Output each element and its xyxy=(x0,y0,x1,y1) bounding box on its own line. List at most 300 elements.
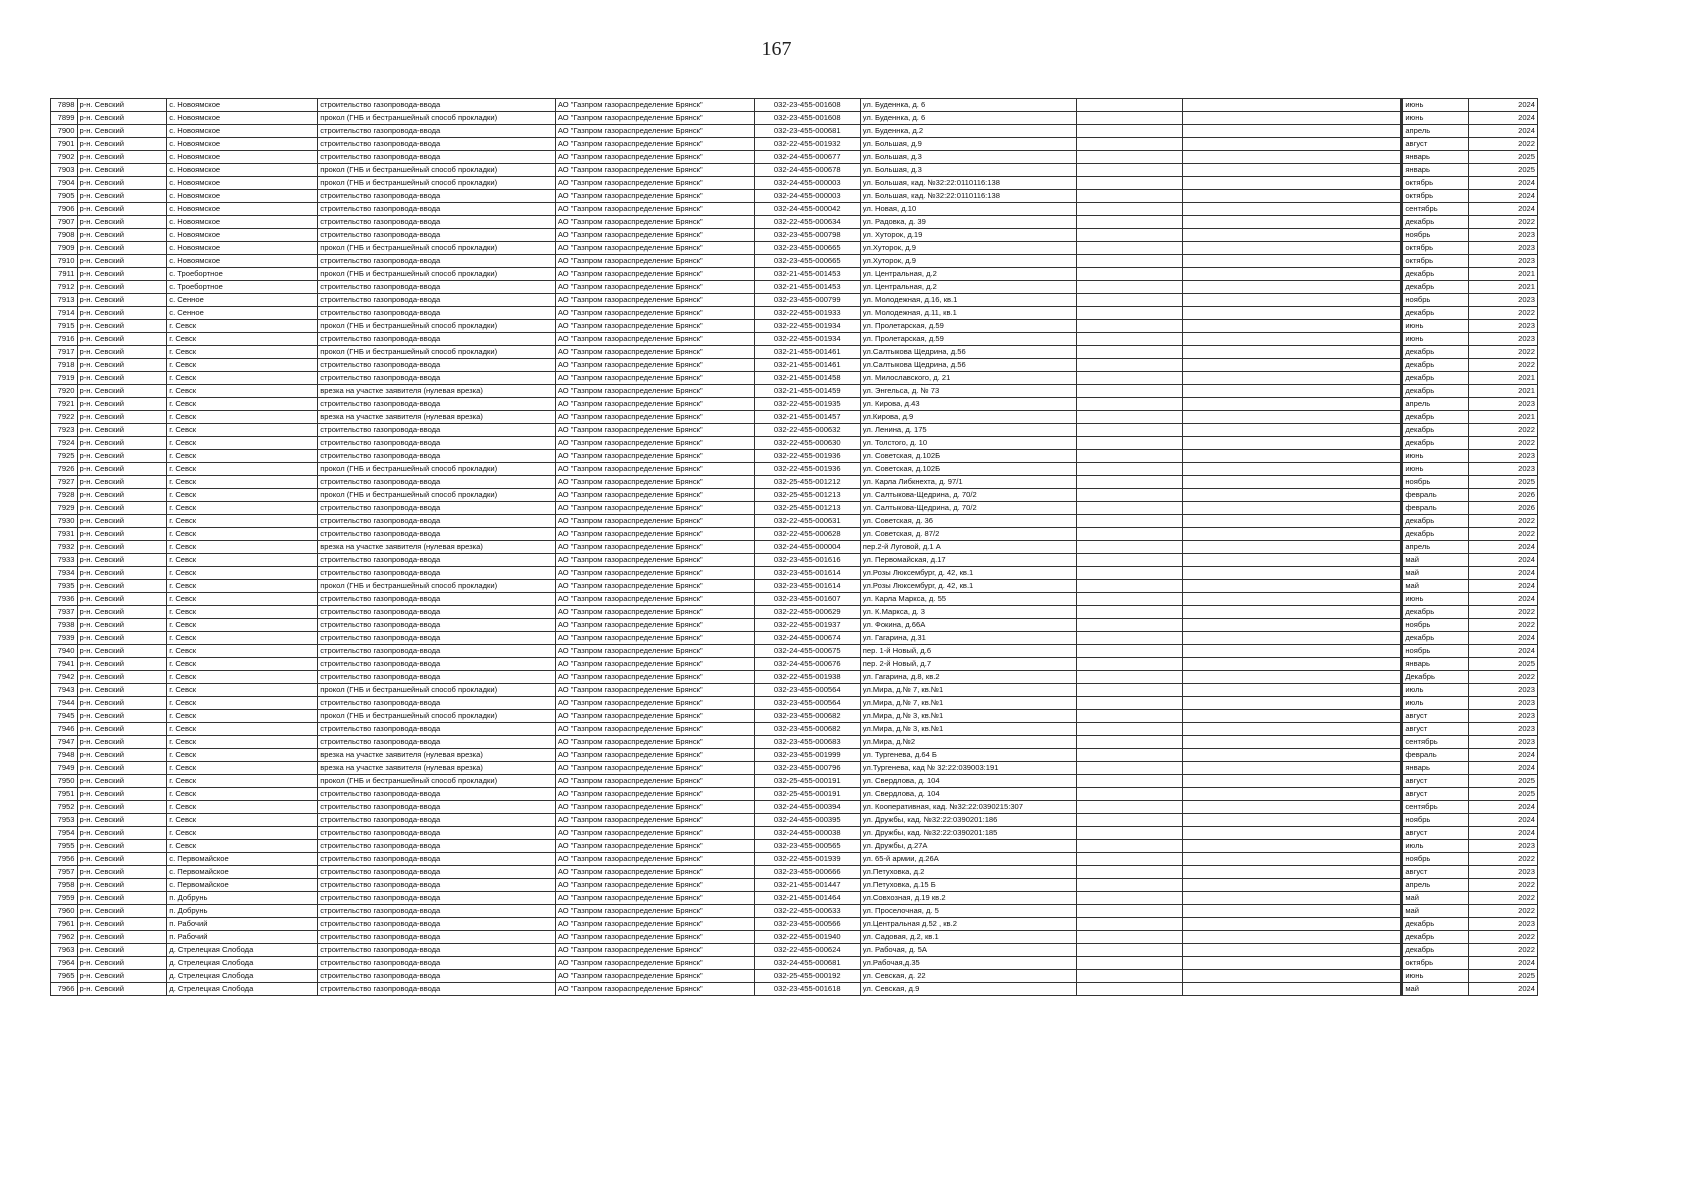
row-number: 7943 xyxy=(51,684,78,697)
table-row xyxy=(51,788,1538,801)
empty-cell xyxy=(1076,554,1182,567)
district-cell: р-н. Севский xyxy=(77,294,167,307)
application-code-cell: 032-23-455-000566 xyxy=(754,918,860,931)
empty-cell xyxy=(1076,658,1182,671)
row-number: 7932 xyxy=(51,541,78,554)
empty-cell xyxy=(1076,463,1182,476)
empty-cell xyxy=(1183,710,1401,723)
work-type-cell: строительство газопровода-ввода xyxy=(318,476,556,489)
empty-cell xyxy=(1183,619,1401,632)
district-cell: р-н. Севский xyxy=(77,892,167,905)
district-cell: р-н. Севский xyxy=(77,541,167,554)
table-row xyxy=(51,879,1538,892)
month-cell: ноябрь xyxy=(1403,229,1468,242)
locality-cell: г. Севск xyxy=(167,697,318,710)
table-row xyxy=(51,125,1538,138)
work-type-cell: врезка на участке заявителя (нулевая врезка) xyxy=(318,385,556,398)
row-number: 7901 xyxy=(51,138,78,151)
address-cell: ул. Большая, кад. №32:22:0110116:138 xyxy=(860,190,1076,203)
empty-cell xyxy=(1076,450,1182,463)
empty-cell xyxy=(1076,333,1182,346)
district-cell: р-н. Севский xyxy=(77,879,167,892)
address-cell: пер. 2-й Новый, д.7 xyxy=(860,658,1076,671)
year-cell: 2024 xyxy=(1468,112,1537,125)
address-cell: ул.Центральная д.52 , кв.2 xyxy=(860,918,1076,931)
address-cell: ул.Кирова, д.9 xyxy=(860,411,1076,424)
row-number: 7944 xyxy=(51,697,78,710)
contractor-cell: АО "Газпром газораспределение Брянск" xyxy=(555,281,754,294)
address-cell: ул. Большая, д.3 xyxy=(860,164,1076,177)
empty-cell xyxy=(1076,879,1182,892)
work-type-cell: строительство газопровода-ввода xyxy=(318,632,556,645)
month-cell: июнь xyxy=(1403,463,1468,476)
district-cell: р-н. Севский xyxy=(77,762,167,775)
district-cell: р-н. Севский xyxy=(77,658,167,671)
contractor-cell: АО "Газпром газораспределение Брянск" xyxy=(555,892,754,905)
application-code-cell: 032-22-455-001939 xyxy=(754,853,860,866)
work-type-cell: прокол (ГНБ и бестраншейный способ прокладки) xyxy=(318,112,556,125)
district-cell: р-н. Севский xyxy=(77,970,167,983)
district-cell: р-н. Севский xyxy=(77,645,167,658)
row-number: 7954 xyxy=(51,827,78,840)
locality-cell: г. Севск xyxy=(167,788,318,801)
district-cell: р-н. Севский xyxy=(77,918,167,931)
locality-cell: г. Севск xyxy=(167,775,318,788)
address-cell: ул.Мира, д.№ 7, кв.№1 xyxy=(860,697,1076,710)
locality-cell: г. Севск xyxy=(167,411,318,424)
application-code-cell: 032-25-455-001213 xyxy=(754,489,860,502)
empty-cell xyxy=(1076,398,1182,411)
district-cell: р-н. Севский xyxy=(77,346,167,359)
month-cell: декабрь xyxy=(1403,307,1468,320)
address-cell: ул. 65-й армии, д.26А xyxy=(860,853,1076,866)
work-type-cell: строительство газопровода-ввода xyxy=(318,151,556,164)
month-cell: ноябрь xyxy=(1403,814,1468,827)
empty-cell xyxy=(1076,177,1182,190)
work-type-cell: строительство газопровода-ввода xyxy=(318,125,556,138)
row-number: 7940 xyxy=(51,645,78,658)
address-cell: ул.Совхозная, д.19 кв.2 xyxy=(860,892,1076,905)
work-type-cell: строительство газопровода-ввода xyxy=(318,229,556,242)
month-cell: декабрь xyxy=(1403,268,1468,281)
locality-cell: г. Севск xyxy=(167,528,318,541)
work-type-cell: строительство газопровода-ввода xyxy=(318,333,556,346)
month-cell: октябрь xyxy=(1403,255,1468,268)
contractor-cell: АО "Газпром газораспределение Брянск" xyxy=(555,125,754,138)
table-row xyxy=(51,190,1538,203)
empty-cell xyxy=(1076,827,1182,840)
empty-cell xyxy=(1076,788,1182,801)
table-row xyxy=(51,970,1538,983)
application-code-cell: 032-24-455-000678 xyxy=(754,164,860,177)
contractor-cell: АО "Газпром газораспределение Брянск" xyxy=(555,437,754,450)
work-type-cell: строительство газопровода-ввода xyxy=(318,736,556,749)
work-type-cell: прокол (ГНБ и бестраншейный способ прокладки) xyxy=(318,346,556,359)
empty-cell xyxy=(1183,879,1401,892)
locality-cell: п. Рабочий xyxy=(167,918,318,931)
address-cell: ул. Молодежная, д.16, кв.1 xyxy=(860,294,1076,307)
locality-cell: г. Севск xyxy=(167,385,318,398)
application-code-cell: 032-21-455-001459 xyxy=(754,385,860,398)
year-cell: 2025 xyxy=(1468,970,1537,983)
application-code-cell: 032-21-455-001458 xyxy=(754,372,860,385)
empty-cell xyxy=(1076,697,1182,710)
contractor-cell: АО "Газпром газораспределение Брянск" xyxy=(555,294,754,307)
address-cell: ул.Мира, д.№2 xyxy=(860,736,1076,749)
contractor-cell: АО "Газпром газораспределение Брянск" xyxy=(555,593,754,606)
month-cell: июль xyxy=(1403,697,1468,710)
empty-cell xyxy=(1076,255,1182,268)
application-code-cell: 032-23-455-001608 xyxy=(754,99,860,112)
application-code-cell: 032-23-455-001999 xyxy=(754,749,860,762)
district-cell: р-н. Севский xyxy=(77,840,167,853)
empty-cell xyxy=(1076,268,1182,281)
contractor-cell: АО "Газпром газораспределение Брянск" xyxy=(555,424,754,437)
address-cell: ул. Первомайская, д.17 xyxy=(860,554,1076,567)
empty-cell xyxy=(1183,983,1401,996)
table-row xyxy=(51,320,1538,333)
table-row xyxy=(51,905,1538,918)
application-code-cell: 032-25-455-000192 xyxy=(754,970,860,983)
application-code-cell: 032-23-455-000798 xyxy=(754,229,860,242)
table-row xyxy=(51,710,1538,723)
month-cell: декабрь xyxy=(1403,411,1468,424)
district-cell: р-н. Севский xyxy=(77,320,167,333)
empty-cell xyxy=(1183,346,1401,359)
empty-cell xyxy=(1183,749,1401,762)
table-row xyxy=(51,177,1538,190)
row-number: 7938 xyxy=(51,619,78,632)
work-type-cell: строительство газопровода-ввода xyxy=(318,801,556,814)
locality-cell: г. Севск xyxy=(167,424,318,437)
work-type-cell: прокол (ГНБ и бестраншейный способ прокладки) xyxy=(318,710,556,723)
table-row xyxy=(51,307,1538,320)
year-cell: 2022 xyxy=(1468,528,1537,541)
row-number: 7934 xyxy=(51,567,78,580)
empty-cell xyxy=(1183,151,1401,164)
row-number: 7910 xyxy=(51,255,78,268)
work-type-cell: прокол (ГНБ и бестраншейный способ прокладки) xyxy=(318,580,556,593)
locality-cell: г. Севск xyxy=(167,658,318,671)
application-code-cell: 032-24-455-000003 xyxy=(754,177,860,190)
row-number: 7926 xyxy=(51,463,78,476)
month-cell: август xyxy=(1403,827,1468,840)
address-cell: ул. Центральная, д.2 xyxy=(860,268,1076,281)
contractor-cell: АО "Газпром газораспределение Брянск" xyxy=(555,242,754,255)
empty-cell xyxy=(1076,424,1182,437)
application-code-cell: 032-23-455-000665 xyxy=(754,242,860,255)
year-cell: 2023 xyxy=(1468,736,1537,749)
table-row xyxy=(51,918,1538,931)
locality-cell: г. Севск xyxy=(167,710,318,723)
empty-cell xyxy=(1183,892,1401,905)
empty-cell xyxy=(1183,788,1401,801)
contractor-cell: АО "Газпром газораспределение Брянск" xyxy=(555,814,754,827)
month-cell: декабрь xyxy=(1403,632,1468,645)
month-cell: ноябрь xyxy=(1403,645,1468,658)
row-number: 7919 xyxy=(51,372,78,385)
month-cell: январь xyxy=(1403,164,1468,177)
district-cell: р-н. Севский xyxy=(77,580,167,593)
district-cell: р-н. Севский xyxy=(77,359,167,372)
empty-cell xyxy=(1183,489,1401,502)
month-cell: декабрь xyxy=(1403,528,1468,541)
table-row xyxy=(51,242,1538,255)
empty-cell xyxy=(1183,827,1401,840)
row-number: 7953 xyxy=(51,814,78,827)
locality-cell: с. Новоямское xyxy=(167,203,318,216)
row-number: 7929 xyxy=(51,502,78,515)
district-cell: р-н. Севский xyxy=(77,164,167,177)
year-cell: 2022 xyxy=(1468,424,1537,437)
empty-cell xyxy=(1183,437,1401,450)
row-number: 7959 xyxy=(51,892,78,905)
contractor-cell: АО "Газпром газораспределение Брянск" xyxy=(555,658,754,671)
table-row xyxy=(51,515,1538,528)
empty-cell xyxy=(1183,606,1401,619)
district-cell: р-н. Севский xyxy=(77,372,167,385)
month-cell: ноябрь xyxy=(1403,476,1468,489)
address-cell: ул. Советская, д. 36 xyxy=(860,515,1076,528)
table-row xyxy=(51,697,1538,710)
row-number: 7950 xyxy=(51,775,78,788)
row-number: 7911 xyxy=(51,268,78,281)
year-cell: 2023 xyxy=(1468,450,1537,463)
month-cell: Декабрь xyxy=(1403,671,1468,684)
row-number: 7957 xyxy=(51,866,78,879)
empty-cell xyxy=(1183,333,1401,346)
contractor-cell: АО "Газпром газораспределение Брянск" xyxy=(555,515,754,528)
application-code-cell: 032-23-455-000799 xyxy=(754,294,860,307)
district-cell: р-н. Севский xyxy=(77,905,167,918)
contractor-cell: АО "Газпром газораспределение Брянск" xyxy=(555,567,754,580)
row-number: 7963 xyxy=(51,944,78,957)
table-row xyxy=(51,164,1538,177)
empty-cell xyxy=(1183,814,1401,827)
locality-cell: г. Севск xyxy=(167,645,318,658)
empty-cell xyxy=(1183,190,1401,203)
contractor-cell: АО "Газпром газораспределение Брянск" xyxy=(555,632,754,645)
month-cell: август xyxy=(1403,866,1468,879)
month-cell: май xyxy=(1403,905,1468,918)
month-cell: октябрь xyxy=(1403,957,1468,970)
address-cell: ул. Пролетарская, д.59 xyxy=(860,333,1076,346)
address-cell: ул. Садовая, д.2, кв.1 xyxy=(860,931,1076,944)
work-type-cell: прокол (ГНБ и бестраншейный способ прокладки) xyxy=(318,463,556,476)
district-cell: р-н. Севский xyxy=(77,788,167,801)
empty-cell xyxy=(1183,99,1401,112)
contractor-cell: АО "Газпром газораспределение Брянск" xyxy=(555,541,754,554)
month-cell: апрель xyxy=(1403,398,1468,411)
locality-cell: с. Сенное xyxy=(167,307,318,320)
address-cell: ул.Петуховка, д.15 Б xyxy=(860,879,1076,892)
year-cell: 2024 xyxy=(1468,567,1537,580)
table-row xyxy=(51,736,1538,749)
address-cell: ул. Буденнка, д. 6 xyxy=(860,112,1076,125)
row-number: 7900 xyxy=(51,125,78,138)
table-row xyxy=(51,632,1538,645)
address-cell: ул. Дружбы, кад. №32:22:0390201:186 xyxy=(860,814,1076,827)
empty-cell xyxy=(1076,931,1182,944)
year-cell: 2022 xyxy=(1468,671,1537,684)
year-cell: 2022 xyxy=(1468,307,1537,320)
year-cell: 2021 xyxy=(1468,268,1537,281)
month-cell: декабрь xyxy=(1403,606,1468,619)
month-cell: декабрь xyxy=(1403,216,1468,229)
address-cell: ул.Салтыкова Щедрина, д.56 xyxy=(860,359,1076,372)
contractor-cell: АО "Газпром газораспределение Брянск" xyxy=(555,905,754,918)
contractor-cell: АО "Газпром газораспределение Брянск" xyxy=(555,749,754,762)
contractor-cell: АО "Газпром газораспределение Брянск" xyxy=(555,372,754,385)
district-cell: р-н. Севский xyxy=(77,281,167,294)
address-cell: ул. Салтыкова-Щедрина, д. 70/2 xyxy=(860,502,1076,515)
locality-cell: г. Севск xyxy=(167,814,318,827)
district-cell: р-н. Севский xyxy=(77,216,167,229)
table-row xyxy=(51,827,1538,840)
application-code-cell: 032-23-455-000565 xyxy=(754,840,860,853)
row-number: 7915 xyxy=(51,320,78,333)
application-code-cell: 032-21-455-001464 xyxy=(754,892,860,905)
table-row xyxy=(51,476,1538,489)
year-cell: 2023 xyxy=(1468,242,1537,255)
empty-cell xyxy=(1076,606,1182,619)
work-type-cell: строительство газопровода-ввода xyxy=(318,905,556,918)
locality-cell: г. Севск xyxy=(167,736,318,749)
district-cell: р-н. Севский xyxy=(77,112,167,125)
contractor-cell: АО "Газпром газораспределение Брянск" xyxy=(555,346,754,359)
empty-cell xyxy=(1183,697,1401,710)
locality-cell: г. Севск xyxy=(167,372,318,385)
address-cell: ул. Молодежная, д.11, кв.1 xyxy=(860,307,1076,320)
work-type-cell: прокол (ГНБ и бестраншейный способ прокладки) xyxy=(318,177,556,190)
table-row xyxy=(51,281,1538,294)
address-cell: ул. Милославского, д. 21 xyxy=(860,372,1076,385)
locality-cell: г. Севск xyxy=(167,398,318,411)
table-row xyxy=(51,255,1538,268)
work-type-cell: врезка на участке заявителя (нулевая врезка) xyxy=(318,749,556,762)
contractor-cell: АО "Газпром газораспределение Брянск" xyxy=(555,554,754,567)
empty-cell xyxy=(1076,619,1182,632)
empty-cell xyxy=(1183,164,1401,177)
address-cell: ул. Кооперативная, кад. №32:22:0390215:307 xyxy=(860,801,1076,814)
locality-cell: с. Новоямское xyxy=(167,125,318,138)
contractor-cell: АО "Газпром газораспределение Брянск" xyxy=(555,489,754,502)
district-cell: р-н. Севский xyxy=(77,502,167,515)
year-cell: 2024 xyxy=(1468,99,1537,112)
empty-cell xyxy=(1183,385,1401,398)
contractor-cell: АО "Газпром газораспределение Брянск" xyxy=(555,398,754,411)
work-type-cell: строительство газопровода-ввода xyxy=(318,814,556,827)
table-row xyxy=(51,554,1538,567)
empty-cell xyxy=(1183,307,1401,320)
table-row xyxy=(51,346,1538,359)
contractor-cell: АО "Газпром газораспределение Брянск" xyxy=(555,177,754,190)
district-cell: р-н. Севский xyxy=(77,528,167,541)
application-code-cell: 032-22-455-000630 xyxy=(754,437,860,450)
row-number: 7931 xyxy=(51,528,78,541)
month-cell: ноябрь xyxy=(1403,853,1468,866)
locality-cell: г. Севск xyxy=(167,541,318,554)
table-row xyxy=(51,892,1538,905)
locality-cell: г. Севск xyxy=(167,606,318,619)
year-cell: 2021 xyxy=(1468,281,1537,294)
work-type-cell: строительство газопровода-ввода xyxy=(318,853,556,866)
contractor-cell: АО "Газпром газораспределение Брянск" xyxy=(555,307,754,320)
application-code-cell: 032-24-455-000674 xyxy=(754,632,860,645)
row-number: 7958 xyxy=(51,879,78,892)
district-cell: р-н. Севский xyxy=(77,450,167,463)
contractor-cell: АО "Газпром газораспределение Брянск" xyxy=(555,463,754,476)
locality-cell: г. Севск xyxy=(167,580,318,593)
application-code-cell: 032-24-455-000038 xyxy=(754,827,860,840)
contractor-cell: АО "Газпром газораспределение Брянск" xyxy=(555,164,754,177)
district-cell: р-н. Севский xyxy=(77,411,167,424)
empty-cell xyxy=(1183,736,1401,749)
locality-cell: г. Севск xyxy=(167,749,318,762)
contractor-cell: АО "Газпром газораспределение Брянск" xyxy=(555,840,754,853)
month-cell: август xyxy=(1403,775,1468,788)
row-number: 7899 xyxy=(51,112,78,125)
district-cell: р-н. Севский xyxy=(77,190,167,203)
work-type-cell: строительство газопровода-ввода xyxy=(318,879,556,892)
month-cell: декабрь xyxy=(1403,515,1468,528)
year-cell: 2025 xyxy=(1468,476,1537,489)
row-number: 7935 xyxy=(51,580,78,593)
empty-cell xyxy=(1076,125,1182,138)
district-cell: р-н. Севский xyxy=(77,671,167,684)
row-number: 7952 xyxy=(51,801,78,814)
application-code-cell: 032-25-455-000191 xyxy=(754,775,860,788)
year-cell: 2023 xyxy=(1468,697,1537,710)
locality-cell: с. Первомайское xyxy=(167,879,318,892)
empty-cell xyxy=(1076,645,1182,658)
work-type-cell: прокол (ГНБ и бестраншейный способ прокладки) xyxy=(318,268,556,281)
district-cell: р-н. Севский xyxy=(77,567,167,580)
year-cell: 2026 xyxy=(1468,502,1537,515)
locality-cell: с. Новоямское xyxy=(167,216,318,229)
contractor-cell: АО "Газпром газораспределение Брянск" xyxy=(555,476,754,489)
contractor-cell: АО "Газпром газораспределение Брянск" xyxy=(555,411,754,424)
empty-cell xyxy=(1076,359,1182,372)
empty-cell xyxy=(1183,294,1401,307)
address-cell: ул. Тургенева, д.64 Б xyxy=(860,749,1076,762)
empty-cell xyxy=(1183,905,1401,918)
row-number: 7966 xyxy=(51,983,78,996)
month-cell: февраль xyxy=(1403,749,1468,762)
locality-cell: г. Севск xyxy=(167,619,318,632)
row-number: 7909 xyxy=(51,242,78,255)
work-type-cell: строительство газопровода-ввода xyxy=(318,671,556,684)
month-cell: декабрь xyxy=(1403,281,1468,294)
work-type-cell: строительство газопровода-ввода xyxy=(318,307,556,320)
locality-cell: г. Севск xyxy=(167,684,318,697)
empty-cell xyxy=(1076,151,1182,164)
locality-cell: г. Севск xyxy=(167,554,318,567)
empty-cell xyxy=(1183,775,1401,788)
month-cell: май xyxy=(1403,554,1468,567)
application-code-cell: 032-21-455-001453 xyxy=(754,268,860,281)
district-cell: р-н. Севский xyxy=(77,398,167,411)
month-cell: июнь xyxy=(1403,333,1468,346)
contractor-cell: АО "Газпром газораспределение Брянск" xyxy=(555,827,754,840)
year-cell: 2021 xyxy=(1468,372,1537,385)
work-type-cell: врезка на участке заявителя (нулевая врезка) xyxy=(318,411,556,424)
empty-cell xyxy=(1076,203,1182,216)
district-cell: р-н. Севский xyxy=(77,710,167,723)
row-number: 7925 xyxy=(51,450,78,463)
table-row xyxy=(51,294,1538,307)
work-type-cell: строительство газопровода-ввода xyxy=(318,255,556,268)
